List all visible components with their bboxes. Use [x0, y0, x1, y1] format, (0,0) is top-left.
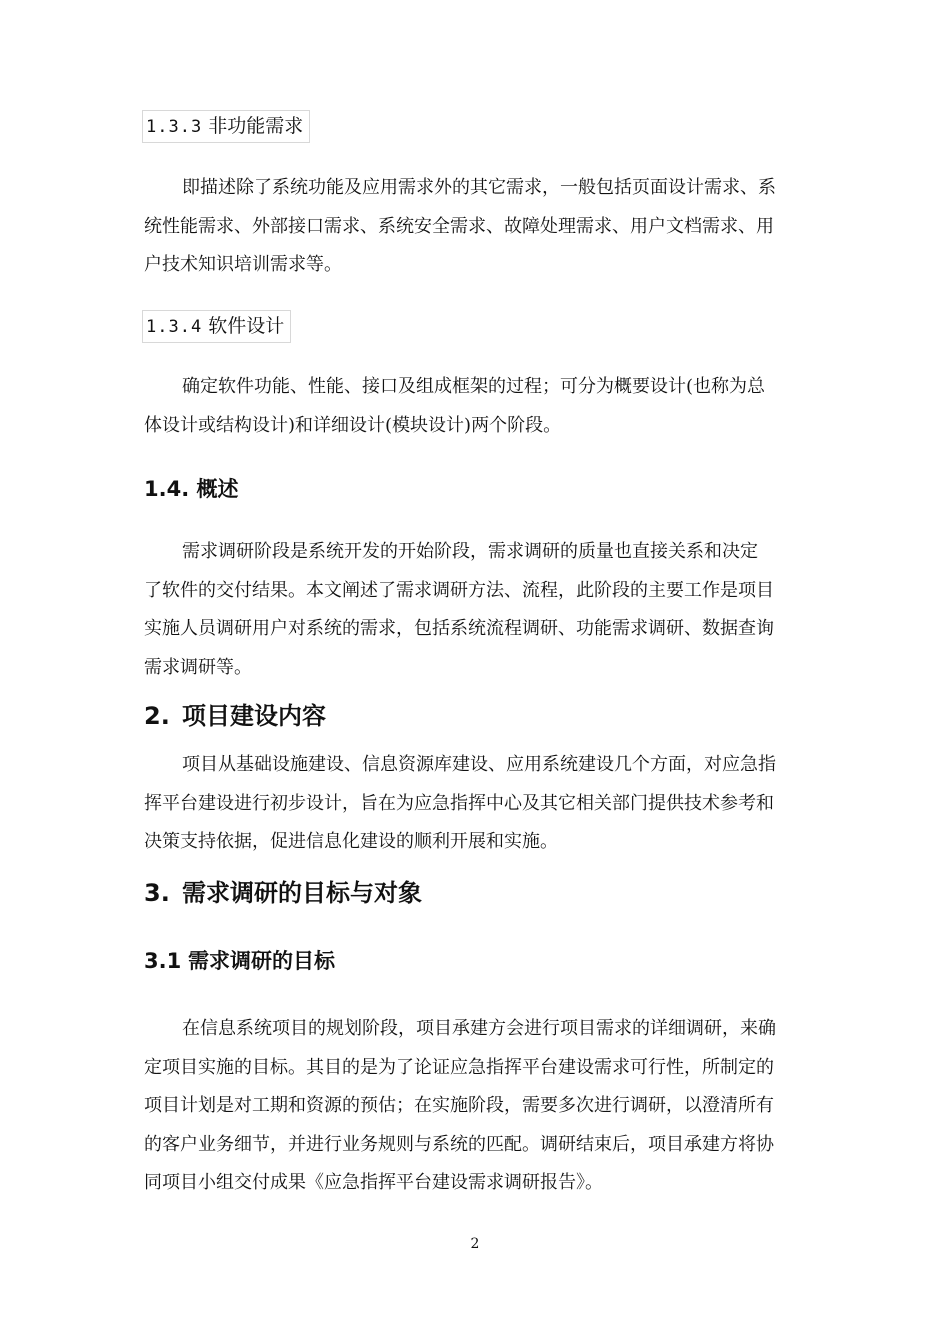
text-line: 的客户业务细节，并进行业务规则与系统的匹配。调研结束后，项目承建方将协 [144, 1133, 774, 1155]
paragraph-1-3-4 [144, 368, 819, 445]
text-line: 同项目小组交付成果《应急指挥平台建设需求调研报告》。 [144, 1172, 603, 1193]
text-line: 决策支持依据，促进信息化建设的顺利开展和实施。 [144, 831, 558, 852]
text-line: 确定软件功能、性能、接口及组成框架的过程；可分为概要设计(也称为总 [182, 376, 766, 397]
text-line: 即描述除了系统功能及应用需求外的其它需求，一般包括页面设计需求、系 [182, 177, 776, 198]
text-line: 定项目实施的目标。其目的是为了论证应急指挥平台建设需求可行性，所制定的 [144, 1056, 774, 1078]
paragraph-1-3-3 [144, 169, 819, 285]
text-line: 统性能需求、外部接口需求、系统安全需求、故障处理需求、用户文档需求、用 [144, 215, 774, 237]
text-line: 项目计划是对工期和资源的预估；在实施阶段，需要多次进行调研，以澄清所有 [144, 1095, 774, 1116]
text-line: 实施人员调研用户对系统的需求，包括系统流程调研、功能需求调研、数据查询 [144, 618, 774, 639]
text-line: 项目从基础设施建设、信息资源库建设、应用系统建设几个方面，对应急指 [182, 754, 776, 775]
text-line: 了软件的交付结果。本文阐述了需求调研方法、流程，此阶段的主要工作是项目 [144, 579, 774, 601]
section-number: 3.1 [144, 949, 182, 973]
text-line: 在信息系统项目的规划阶段，项目承建方会进行项目需求的详细调研，来确 [182, 1018, 776, 1039]
section-title: 非功能需求 [208, 115, 304, 137]
chapter-heading-2 [144, 696, 326, 731]
paragraph-2 [144, 746, 819, 862]
text-line: 需求调研阶段是系统开发的开始阶段，需求调研的质量也直接关系和决定 [182, 541, 758, 562]
paragraph-3-1 [144, 1010, 819, 1203]
chapter-title: 需求调研的目标与对象 [182, 879, 422, 907]
section-title: 需求调研的目标 [188, 949, 335, 973]
chapter-heading-3 [144, 873, 422, 908]
section-heading-3-1 [144, 945, 335, 975]
text-line: 需求调研等。 [144, 656, 252, 678]
text-line: 体设计或结构设计)和详细设计(模块设计)两个阶段。 [144, 414, 562, 436]
section-heading-1-3-3 [142, 110, 310, 143]
chapter-title: 项目建设内容 [182, 702, 326, 730]
text-line: 户技术知识培训需求等。 [144, 254, 342, 275]
paragraph-1-4 [144, 533, 819, 687]
section-heading-1-4: 1.4. 概述 [144, 477, 239, 501]
chapter-number: 2. [144, 702, 170, 730]
section-number: 1.3.4 [146, 317, 203, 337]
section-title: 软件设计 [208, 315, 285, 337]
section-number: 1.3.3 [146, 117, 203, 137]
chapter-number: 3. [144, 879, 170, 907]
page-number: 2 [470, 1236, 480, 1252]
section-heading-1-3-4 [142, 310, 291, 343]
text-line: 挥平台建设进行初步设计，旨在为应急指挥中心及其它相关部门提供技术参考和 [144, 792, 774, 814]
